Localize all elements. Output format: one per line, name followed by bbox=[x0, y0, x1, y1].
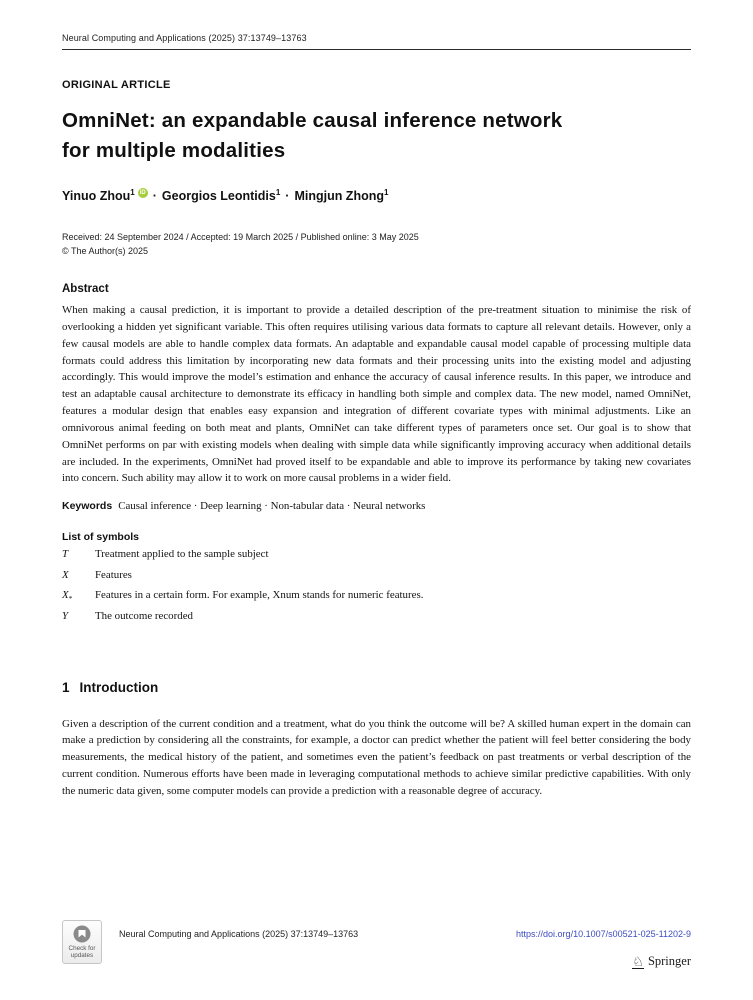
keywords-text: Causal inference · Deep learning · Non-tabular data · Neural networks bbox=[118, 500, 426, 513]
symbols-list bbox=[62, 546, 691, 628]
symbol-description: Features in a certain form. For example, Xnum stands for numeric features. bbox=[95, 589, 424, 602]
title-line-1: OmniNet: an expandable causal inference network bbox=[62, 109, 563, 132]
publisher-logo bbox=[632, 954, 691, 969]
symbol-glyph: Y bbox=[62, 610, 69, 623]
copyright-line: © The Author(s) 2025 bbox=[62, 245, 149, 256]
symbol-row bbox=[62, 546, 691, 567]
crossmark-icon bbox=[73, 925, 91, 943]
section-title: Introduction bbox=[79, 679, 159, 695]
section-number: 1 bbox=[62, 679, 70, 695]
symbol-row bbox=[62, 567, 691, 588]
symbol-glyph: X bbox=[62, 568, 69, 581]
publication-dates bbox=[62, 231, 691, 258]
symbols-heading: List of symbols bbox=[62, 531, 140, 544]
header-divider bbox=[62, 49, 691, 50]
symbol-glyph: T bbox=[62, 548, 69, 561]
badge-label: Check for updates bbox=[68, 945, 96, 960]
symbol-glyph: $X_*$ bbox=[62, 589, 73, 604]
symbol-description: Treatment applied to the sample subject bbox=[95, 548, 269, 561]
check-for-updates-badge[interactable] bbox=[62, 920, 102, 964]
affiliation-superscript: 1 bbox=[275, 188, 281, 197]
author-name: Mingjun Zhong$^1$ bbox=[294, 188, 389, 203]
symbol-row bbox=[62, 587, 691, 608]
journal-reference-header: Neural Computing and Applications (2025) 37:13749–13763 bbox=[62, 33, 307, 43]
abstract-text: When making a causal prediction, it is important to provide a detailed description of the pre-treatment situation to minimise the risk of overlooking a hidden yet significant variable. This often requires utilising various data formats to capture all relevant details. However, only a few causal models are able to handle complex data formats. An adaptable and expandable causal model capable of processing multiple data formats could address this limitation by incorporating new data formats and their processing units into the existing model and adjusting accordingly. This would improve the model’s estimation and enhance the accuracy of causal inference results. In this paper, we introduce and test an adaptable causal architecture to demonstrate its efficacy in handling both simple and complex data. The new model, named OmniNet, features a modular design that enables easy expansion and integration of different covariate types with minimal adjustments. Like an omnivorous animal feeding on both meat and plants, OmniNet can take different types of parameters once set. Our goal is to show that OmniNet performs on par with existing models when dealing with simple data while significantly improving accuracy when additional details are included. In the experiments, OmniNet had proved itself to be expandable and able to improve its performance by taking new covariates into concern. Such ability may allow it to work on more causal problems in a wider field. bbox=[62, 304, 691, 485]
symbol-row bbox=[62, 608, 691, 629]
introduction-text: Given a description of the current condition and a treatment, what do you think the outcome will be? A skilled human expert in the domain can make a prediction by considering all the constraints, for example, a doctor can predict whether the patient will feel better considering the body measurements, the medical history of the patient, and sometimes even the patient’s feedback on past treatments or verbal description of the current condition. Numerous efforts have been made in leveraging computational methods to achieve similar predictive capabilities. With only the numeric data given, some computer models can provide a prediction with a reasonable degree of accuracy. bbox=[62, 717, 691, 797]
title-line-2: for multiple modalities bbox=[62, 139, 286, 162]
keywords-line bbox=[62, 500, 691, 512]
received-accepted-line: Received: 24 September 2024 / Accepted: 19 March 2025 / Published online: 3 May 2025 bbox=[62, 232, 419, 242]
springer-horse-icon: ♘ bbox=[632, 953, 644, 969]
page-footer bbox=[62, 920, 691, 969]
orcid-icon[interactable]: iD bbox=[139, 190, 146, 196]
author-separator: · bbox=[285, 189, 290, 203]
keywords-label: Keywords bbox=[62, 500, 113, 513]
affiliation-superscript: 1 bbox=[130, 188, 135, 197]
author-separator: · bbox=[152, 189, 157, 203]
footer-journal-reference: Neural Computing and Applications (2025) 37:13749–13763 bbox=[119, 929, 359, 939]
symbol-description: The outcome recorded bbox=[95, 610, 193, 623]
author-list bbox=[62, 189, 691, 203]
publisher-name: Springer bbox=[647, 954, 691, 968]
abstract-heading: Abstract bbox=[62, 283, 109, 295]
doi-link[interactable]: https://doi.org/10.1007/s00521-025-11202-9 bbox=[516, 929, 691, 939]
article-page bbox=[62, 0, 691, 800]
article-type-label: ORIGINAL ARTICLE bbox=[62, 79, 171, 91]
author-name: Georgios Leontidis$^1$ bbox=[161, 188, 281, 203]
symbol-description: Features bbox=[95, 568, 132, 581]
affiliation-superscript: 1 bbox=[384, 188, 389, 197]
page-title bbox=[62, 106, 691, 166]
author-name: Yinuo Zhou$^1$ bbox=[62, 188, 135, 203]
introduction-heading bbox=[62, 680, 691, 695]
